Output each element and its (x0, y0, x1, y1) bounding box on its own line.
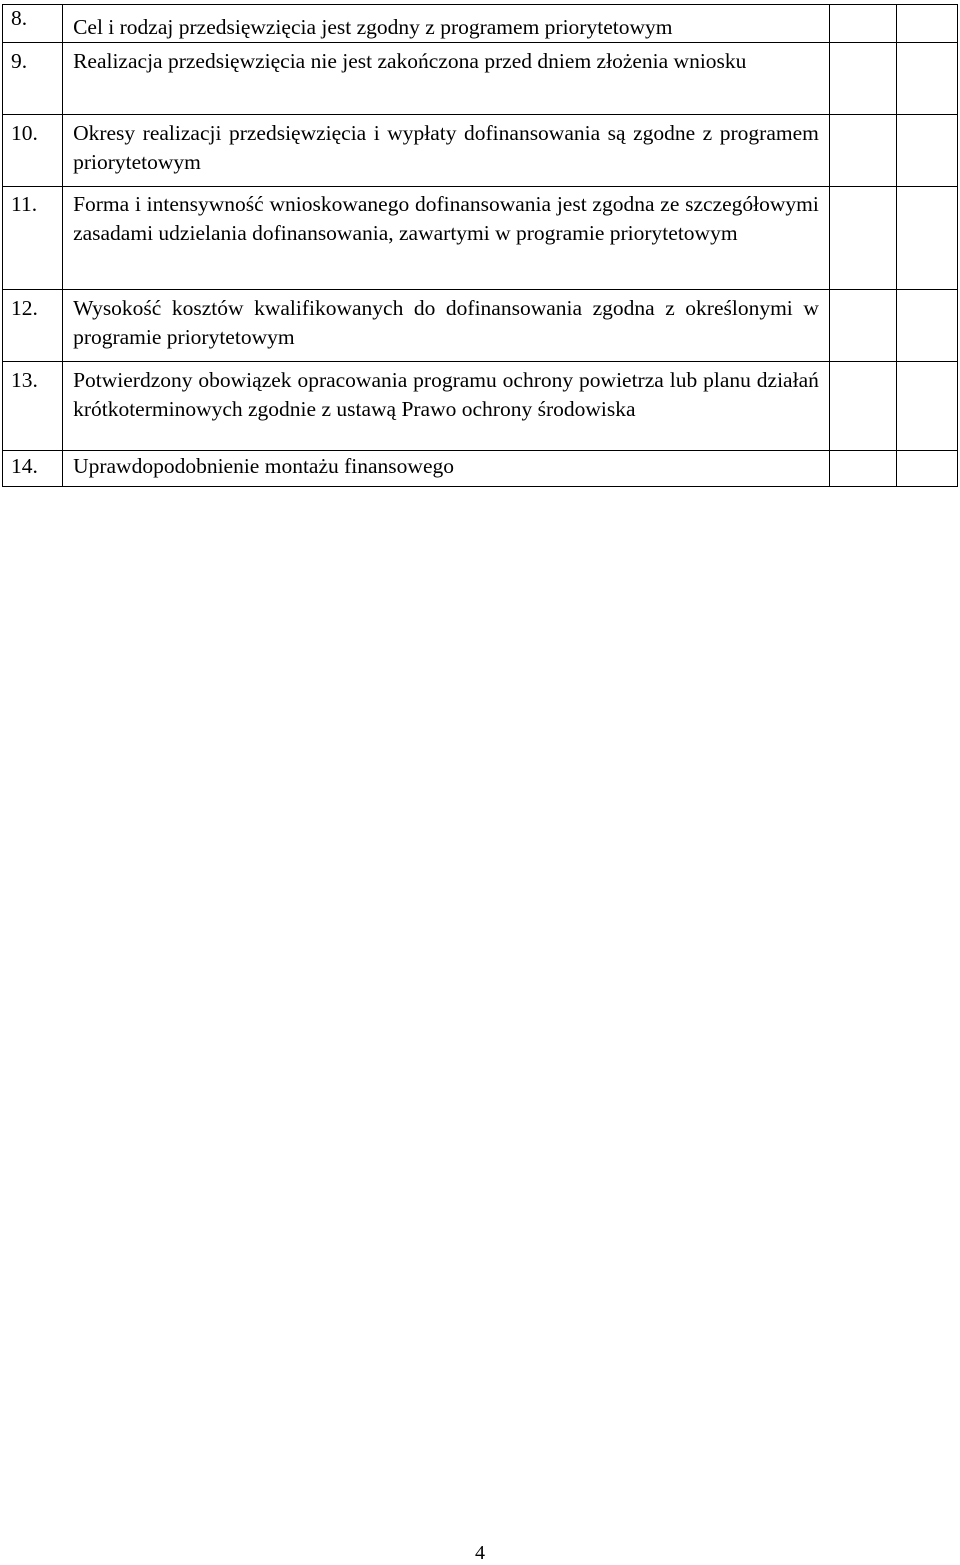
table-row (3, 43, 958, 115)
check-cell-yes[interactable] (829, 290, 896, 362)
table-row (3, 362, 958, 451)
row-number: 14. (3, 451, 63, 487)
criterion-text: Cel i rodzaj przedsięwzięcia jest zgodny z programem priorytetowym (63, 5, 830, 43)
row-number: 12. (3, 290, 63, 362)
criterion-text: Wysokość kosztów kwalifikowanych do dofinansowania zgodna z określonymi w programie priorytetowym (63, 290, 830, 362)
check-cell-no[interactable] (896, 43, 957, 115)
check-cell-no[interactable] (896, 5, 957, 43)
check-cell-yes[interactable] (829, 187, 896, 290)
page-number: 4 (475, 1542, 485, 1564)
row-number: 8. (3, 5, 63, 43)
check-cell-no[interactable] (896, 451, 957, 487)
table-row (3, 451, 958, 487)
criterion-text: Uprawdopodobnienie montażu finansowego (63, 451, 830, 487)
check-cell-no[interactable] (896, 362, 957, 451)
row-number: 11. (3, 187, 63, 290)
table-row (3, 290, 958, 362)
table-row (3, 187, 958, 290)
row-number: 9. (3, 43, 63, 115)
table-row (3, 5, 958, 43)
row-number: 10. (3, 115, 63, 187)
check-cell-no[interactable] (896, 115, 957, 187)
check-cell-yes[interactable] (829, 43, 896, 115)
criterion-text: Realizacja przedsięwzięcia nie jest zakończona przed dniem złożenia wniosku (63, 43, 830, 115)
criterion-text: Forma i intensywność wnioskowanego dofinansowania jest zgodna ze szczegółowymi zasadami udzielania dofinansowania, zawartymi w programie priorytetowym (63, 187, 830, 290)
check-cell-yes[interactable] (829, 115, 896, 187)
check-cell-no[interactable] (896, 290, 957, 362)
criterion-text: Potwierdzony obowiązek opracowania programu ochrony powietrza lub planu działań krótkoterminowych zgodnie z ustawą Prawo ochrony środowiska (63, 362, 830, 451)
row-number: 13. (3, 362, 63, 451)
check-cell-no[interactable] (896, 187, 957, 290)
table-row (3, 115, 958, 187)
check-cell-yes[interactable] (829, 451, 896, 487)
check-cell-yes[interactable] (829, 362, 896, 451)
check-cell-yes[interactable] (829, 5, 896, 43)
criterion-text: Okresy realizacji przedsięwzięcia i wypłaty dofinansowania są zgodne z programem priorytetowym (63, 115, 830, 187)
criteria-table (2, 4, 958, 487)
